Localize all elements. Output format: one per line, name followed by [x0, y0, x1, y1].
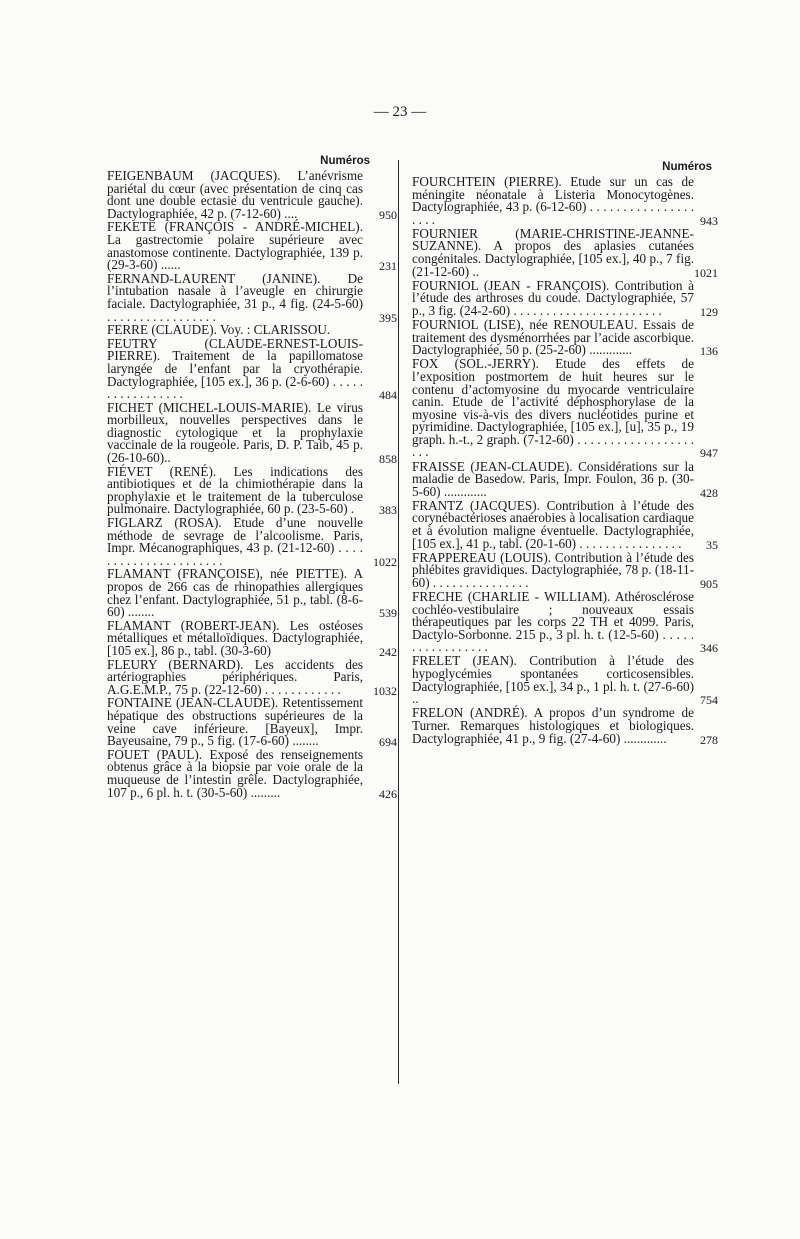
- entry-number: 278: [700, 732, 718, 747]
- entry-text: FRELON (ANDRÉ). A propos d’un syndrome de Turner. Remarques histologiques et biologiques. Dactylographiée, 41 p., 9 fig. (27-4-60) .............: [412, 705, 694, 746]
- bibliography-entry: [107, 324, 363, 337]
- entry-text: FEIGENBAUM (JACQUES). L’anévrisme pariétal du cœur (avec présentation de cinq cas dont une double ectasie du ventricule gauche). Dactylographiée, 42 p. (7-12-60) ....: [107, 168, 363, 221]
- entry-text: FRELET (JEAN). Contribution à l’étude des hypoglycémies spontanées corticosensibles. Dactylographiée, [105 ex.], 34 p., 1 pl. h. t. (27-6-60) ..: [412, 653, 694, 707]
- bibliography-entry: [107, 515, 397, 569]
- entry-text: FICHET (MICHEL-LOUIS-MARIE). Le virus morbilleux, nouvelles perspectives dans le diagnostic cytologique et la prophylaxie vaccinale de la rougeole. Paris, D. P. Taib, 45 p. (26-10-60)..: [107, 399, 363, 466]
- right-column-header: Numéros: [662, 161, 712, 173]
- bibliography-entry: [107, 695, 397, 750]
- page-number: — 23 —: [373, 104, 427, 120]
- bibliography-entry: [107, 399, 397, 467]
- entry-text: FOURNIOL (LISE), née RENOULEAU. Essais de traitement des dysménorrhées par l’acide ascorbique. Dactylographiée, 50 p. (25-2-60) .............: [412, 317, 694, 358]
- entry-number: 231: [379, 259, 397, 274]
- entry-text: FRANTZ (JACQUES). Contribution à l’étude des corynébactérioses anaérobies à localisation cardiaque et à évolution maligne éventuelle. Dactylographiée, [105 ex.], 41 p., tabl. (20-1-60) . . . . . . . . . . . . . . . .: [412, 497, 694, 551]
- entry-number: 1021: [694, 265, 718, 280]
- entry-text: FERRE (CLAUDE). Voy. : CLARISSOU.: [107, 322, 331, 338]
- entry-text: FLAMANT (ROBERT-JEAN). Les ostéoses métalliques et métalloïdiques. Dactylographiée, [105 ex.], 86 p., tabl. (30-3-60): [107, 617, 363, 658]
- entry-text: FLEURY (BERNARD). Les accidents des artériographies périphériques. Paris, A.G.E.M.P., 75 p. (22-12-60) . . . . . . . . . . . .: [107, 656, 363, 697]
- column-divider: [398, 160, 399, 1084]
- bibliography-entry: [107, 566, 397, 621]
- entry-number: 1032: [373, 683, 397, 698]
- right-column: [412, 152, 718, 747]
- bibliography-entry: [107, 617, 397, 659]
- entry-text: FERNAND-LAURENT (JANINE). De l’intubation nasale à l’aveugle en chirurgie faciale. Dactylographiée, 31 p., 4 fig. (24-5-60) . . . . . . . . . . . . . . . . .: [107, 270, 363, 324]
- bibliography-entry: [107, 746, 397, 801]
- entry-number: 539: [379, 606, 397, 621]
- left-column-header: Numéros: [320, 155, 370, 167]
- entry-text: FOURNIER (MARIE-CHRISTINE-JEANNE-SUZANNE). A propos des aplasies cutanées congénitales. Dactylographiée, [105 ex.], 40 p., 7 fig. (21-12-60) ..: [412, 225, 694, 279]
- entry-number: 694: [379, 735, 397, 750]
- bibliography-entry: [107, 270, 397, 325]
- bibliography-entry: [107, 335, 397, 403]
- entry-text: FOURNIOL (JEAN - FRANÇOIS). Contribution à l’étude des arthroses du coude. Dactylographiée, 57 p., 3 fig. (24-2-60) . . . . . . . . . . . . . . . . . . . . . . .: [412, 277, 694, 318]
- entry-text: FRAISSE (JEAN-CLAUDE). Considérations sur la maladie de Basedow. Paris, Impr. Foulon, 36 p. (30-5-60) .............: [412, 458, 694, 499]
- entry-number: 858: [379, 452, 397, 467]
- entry-number: 383: [379, 503, 397, 518]
- entry-number: 426: [379, 786, 397, 801]
- entry-number: 242: [379, 644, 397, 659]
- right-entry-list: [412, 174, 718, 747]
- entry-text: FEKETE (FRANÇOIS - ANDRÉ-MICHEL). La gastrectomie polaire supérieure avec anastomose continente. Dactylographiée, 139 p. (29-3-60) ......: [107, 219, 363, 273]
- left-column: [107, 152, 397, 801]
- entry-number: 943: [700, 213, 718, 228]
- bibliography-entry: [412, 356, 718, 461]
- bibliography-entry: [412, 705, 718, 747]
- entry-number: 754: [700, 693, 718, 708]
- entry-number: 484: [379, 388, 397, 403]
- bibliography-entry: [412, 225, 718, 280]
- bibliography-entry: [412, 653, 718, 708]
- entry-number: 950: [379, 207, 397, 222]
- bibliography-entry: [412, 317, 718, 359]
- bibliography-entry: [107, 656, 397, 698]
- entry-text: FIGLARZ (ROSA). Etude d’une nouvelle méthode de sevrage de l’alcoolisme. Paris, Impr. Mécanographiques, 43 p. (21-12-60) . . . . . . . . . . . . . . . . . . . . . .: [107, 515, 363, 568]
- entry-text: FOURCHTEIN (PIERRE). Etude sur un cas de méningite néonatale à Listeria Monocytogènes. Dactylographiée, 43 p. (6-12-60) . . . . . . . . . . . . . . . . . . . .: [412, 174, 694, 227]
- bibliography-entry: [412, 277, 718, 319]
- entry-text: FLAMANT (FRANÇOISE), née PIETTE). A propos de 266 cas de rhinopathies allergiques chez l’enfant. Dactylographiée, 51 p., tabl. (8-6-60) ........: [107, 566, 363, 620]
- entry-text: FRECHE (CHARLIE - WILLIAM). Athérosclérose cochléo-vestibulaire ; nouveaux essais thérapeutiques par les corps 22 TH et 4099. Paris, Dactylo-Sorbonne. 215 p., 3 pl. h. t. (12-5-60) . . . . . . . . . . . . . . . . .: [412, 589, 694, 655]
- entry-number: 947: [700, 446, 718, 461]
- bibliography-entry: [412, 549, 718, 591]
- entry-text: FONTAINE (JEAN-CLAUDE). Retentissement hépatique des obstructions supérieures de la veine cave inférieure. [Bayeux], Impr. Bayeusaine, 79 p., 5 fig. (17-6-60) ........: [107, 695, 363, 749]
- entry-text: FIÉVET (RENÉ). Les indications des antibiotiques et de la chimiothérapie dans la prophylaxie et le traitement de la tuberculose pulmonaire. Dactylographiée, 60 p. (23-5-60) .: [107, 463, 363, 517]
- bibliography-entry: [412, 589, 718, 656]
- entry-text: FOUET (PAUL). Exposé des renseignements obtenus grâce à la biopsie par voie orale de la muqueuse de l’intestin grêle. Dactylographiée, 107 p., 6 pl. h. t. (30-5-60) .........: [107, 746, 363, 800]
- bibliography-entry: [412, 458, 718, 500]
- bibliography-entry: [412, 497, 718, 552]
- bibliography-entry: [107, 463, 397, 518]
- entry-number: 395: [379, 310, 397, 325]
- entry-number: 129: [700, 304, 718, 319]
- entry-number: 35: [706, 537, 718, 552]
- entry-text: FEUTRY (CLAUDE-ERNEST-LOUIS-PIERRE). Traitement de la papillomatose laryngée de l’enfant par la cryothérapie. Dactylographiée, [105 ex.], 36 p. (2-6-60) . . . . . . . . . . . . . . . . .: [107, 335, 363, 402]
- entry-number: 346: [700, 641, 718, 656]
- bibliography-entry: [107, 168, 397, 222]
- entry-number: 1022: [373, 554, 397, 569]
- entry-text: FRAPPEREAU (LOUIS). Contribution à l’étude des phlébites gravidiques. Dactylographiée, 78 p. (18-11-60) . . . . . . . . . . . . . . .: [412, 549, 694, 590]
- left-entry-list: [107, 168, 397, 801]
- entry-number: 428: [700, 485, 718, 500]
- entry-text: FOX (SOL.-JERRY). Etude des effets de l’exposition postmortem de huit heures sur le contenu d’actomyosine du myocarde ventriculaire canin. Etude de l’activité déphosphorylase de la myosine vis-à-vis des divers nucléotides purine et pyrimidine. Dactylographiée, [105 ex.], [u], 35 p., 19 graph. h.-t., 2 graph. (7-12-60) . . . . . . . . . . . . . . . . . . . . .: [412, 356, 694, 460]
- entry-number: 136: [700, 344, 718, 359]
- entry-number: 905: [700, 576, 718, 591]
- bibliography-entry: [107, 219, 397, 274]
- bibliography-entry: [412, 174, 718, 228]
